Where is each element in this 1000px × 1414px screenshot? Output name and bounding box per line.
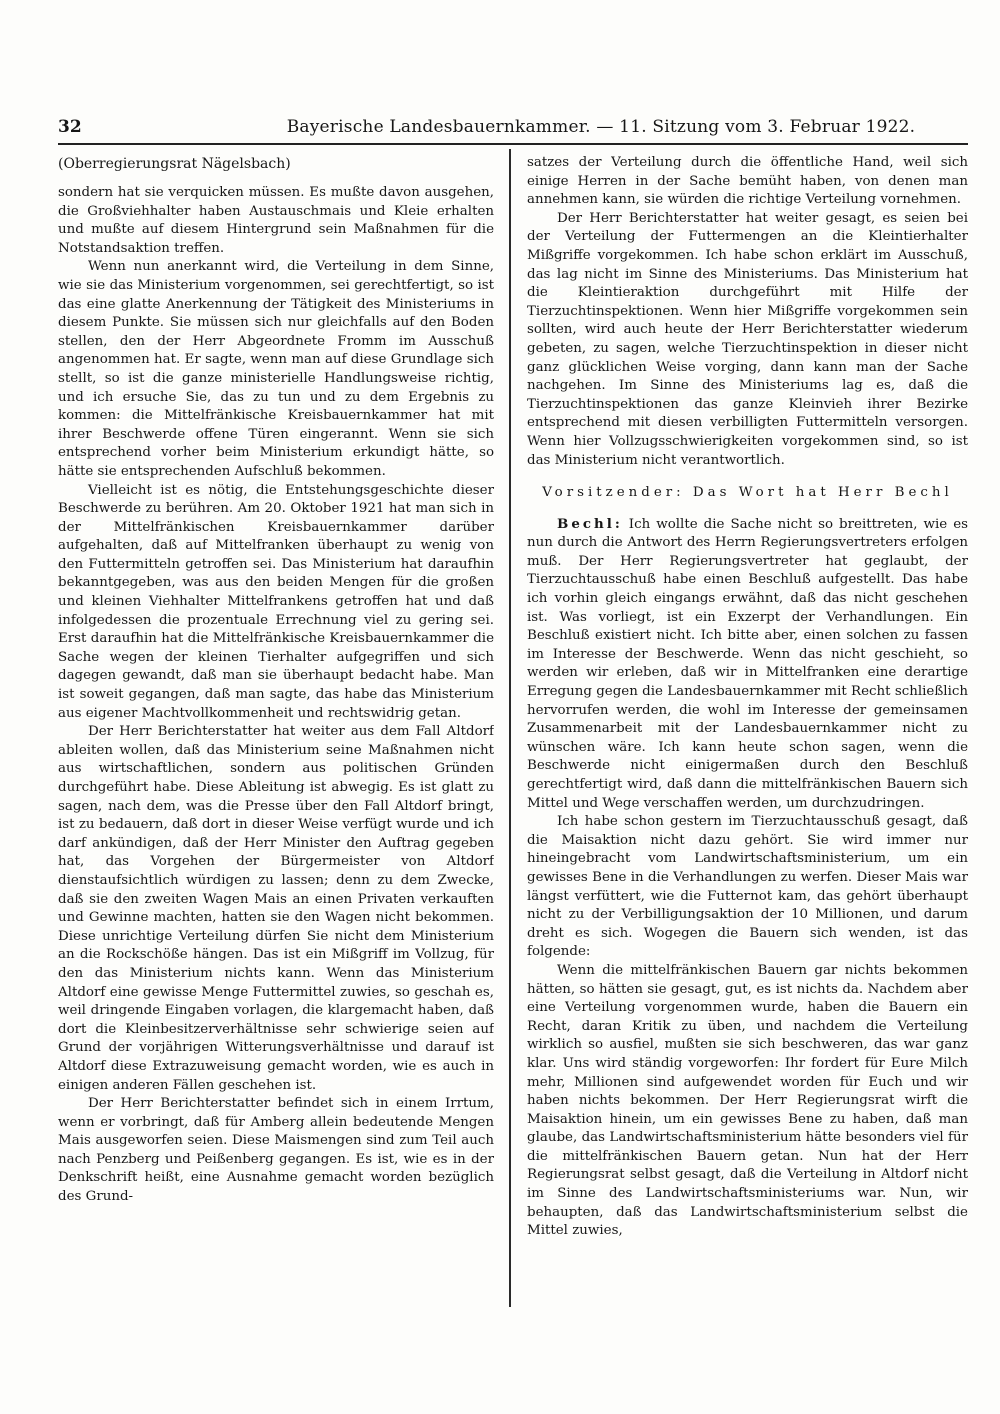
right-column xyxy=(527,154,968,1314)
right-paragraph-2: Der Herr Berichterstatter hat weiter gesagt, es seien bei der Verteilung der Futtermengen an die Kleintierhalter Mißgriffe vorgekommen. Ich habe schon erklärt im Ausschuß, das lag nicht im Sinne des Ministeriums. Das Ministerium hat die Kleintieraktion durchgeführt mit Hilfe der Tierzuchtinspektionen. Wenn hier Mißgriffe vorgekommen sein sollten, wird auch heute der Herr Berichterstatter wiederum gebeten, zu sagen, welche Tierzuchtinspektion in dieser nicht ganz glücklichen Weise vorging, dann kann man der Sache nachgehen. Im Sinne des Ministeriums lag es, daß die Tierzuchtinspektionen das ganze Kleinvieh ihrer Bezirke entsprechend mit diesen verbilligten Futtermitteln versorgen. Wenn hier Vollzugsschwierigkeiten vorgekommen sind, so ist das Ministerium nicht verantwortlich. xyxy=(527,210,968,468)
speaker-caption: (Oberregierungsrat Nägelsbach) xyxy=(58,156,291,172)
page-header xyxy=(58,113,968,141)
left-paragraph-2: Wenn nun anerkannt wird, die Verteilung in dem Sinne, wie sie das Ministerium vorgenommen, sei gerechtfertigt, so ist das eine glatte Anerkennung der Tätigkeit des Ministeriums in diesem Punkte. Sie müssen sich nur gleichfalls auf den Boden stellen, den der Herr Abgeordnete Fromm im Ausschuß angenommen hat. Er sagte, wenn man auf diese Grundlage sich stellt, so ist die ganze ministerielle Handlungsweise richtig, und ich ersuche Sie, das zu tun und zu dem Ergebnis zu kommen: die Mittelfränkische Kreisbauernkammer hat mit ihrer Beschwerde offene Türen eingerannt. Wenn sie sich entsprechend vorher beim Ministerium erkundigt hätte, so hätte sie entsprechenden Aufschluß bekommen. xyxy=(58,259,494,479)
header-rule xyxy=(58,143,968,145)
column-divider xyxy=(509,149,511,1307)
left-column xyxy=(58,154,494,1314)
right-paragraph-3-text: Ich wollte die Sache nicht so breittreten, wie es nun durch die Antwort des Herrn Regierungsvertreters erfolgen muß. Der Herr Regierungsvertreter hat geglaubt, der Tierzuchtausschuß habe einen Beschluß aufgestellt. Das habe ich vorhin gleich eingangs erwähnt, daß das nicht geschehen ist. Was vorliegt, ist ein Exzerpt der Verhandlungen. Ein Beschluß existiert nicht. Ich bitte aber, einen solchen zu fassen im Interesse der Beschwerde. Wenn das nicht geschieht, so werden wir erleben, daß wir in Mittelfranken eine derartige Erregung gegen die Landesbauernkammer mit Recht schließlich hervorrufen werden, die wohl im Interesse der gemeinsamen Zusammenarbeit mit der Landesbauernkammer nicht zu wünschen wäre. Ich kann heute schon sagen, wenn die Beschwerde nicht einigermaßen durch den Beschluß gerechtfertigt wird, daß dann die mittelfränkischen Bauern sich Mittel und Wege verschaffen werden, um durchzudringen. xyxy=(527,516,968,811)
running-head: Bayerische Landesbauernkammer. — 11. Sitzung vom 3. Februar 1922. xyxy=(286,117,916,137)
left-paragraph-1: sondern hat sie verquicken müssen. Es mußte davon ausgehen, die Großviehhalter haben Austauschmais und Kleie erhalten und mußte auf diesem Hintergrund sein Maßnahmen für die Notstandsaktion treffen. xyxy=(58,185,494,256)
speaker-name: Bechl: xyxy=(557,515,623,532)
chair-line: Vorsitzender: Das Wort hat Herr Bechl xyxy=(542,485,953,501)
left-paragraph-3: Vielleicht ist es nötig, die Entstehungsgeschichte dieser Beschwerde zu berühren. Am 20. Oktober 1921 hat man sich in der Mittelfränkischen Kreisbauernkammer darüber aufgehalten, daß auf Mittelfranken überhaupt zu wenig von den Futtermitteln getroffen sei. Das Ministerium hat daraufhin bekanntgegeben, was aus den beiden Mengen für die großen und kleinen Viehhalter Mittelfrankens getroffen hat und daß infolgedessen die prozentuale Errechnung viel zu gering sei. Erst daraufhin hat die Mittelfränkische Kreisbauernkammer die Sache wegen der kleinen Tierhalter aufgegriffen und sich dagegen gewandt, daß man sie überhaupt bedacht habe. Man ist soweit gegangen, daß man sagte, das habe das Ministerium aus eigener Machtvollkommenheit und rechtswidrig getan. xyxy=(58,482,494,721)
left-paragraph-4: Der Herr Berichterstatter hat weiter aus dem Fall Altdorf ableiten wollen, daß das Ministerium seine Maßnahmen nicht aus wirtschaftlichen, sondern aus politischen Gründen durchgeführt habe. Diese Ableitung ist abwegig. Es ist glatt zu sagen, nach dem, was die Presse über den Fall Altdorf bringt, ist zu bedauern, daß dort in dieser Weise verfügt wurde und ich darf ankündigen, daß der Herr Minister den Auftrag gegeben hat, das Vorgehen der Bürgermeister von Altdorf dienstaufsichtlich würdigen zu lassen; denn zu dem Zwecke, daß sie den zweiten Wagen Mais an einen Privaten verkauften und Gewinne machten, hatten sie den Wagen nicht bekommen. Diese unrichtige Verteilung dürfen Sie nicht dem Ministerium an die Rockschöße hängen. Das ist ein Mißgriff im Vollzug, für den das Ministerium nichts kann. Wenn das Ministerium Altdorf eine gewisse Menge Futtermittel zuwies, so geschah es, weil dringende Eingaben vorlagen, die klargemacht haben, daß dort die Kleinbesitzerverhältnisse sehr schwierige seien auf Grund der vorjährigen Witterungsverhältnisse und darauf ist Altdorf diese Extrazuweisung gemacht worden, wie es auch in einigen anderen Fällen geschehen ist. xyxy=(58,724,494,1093)
right-paragraph-3 xyxy=(527,515,968,814)
right-paragraph-4: Ich habe schon gestern im Tierzuchtausschuß gesagt, daß die Maisaktion nicht dazu gehört. Sie wird immer nur hineingebracht vom Landwirtschaftsministerium, um ein gewisses Bene in die Verhandlungen zu werfen. Dieser Mais war längst verfüttert, wie die Futternot kam, das gehört überhaupt nicht zu der Verbilligungsaktion der 10 Millionen, und darum dreht es sich. Wogegen die Bauern sich wenden, ist das folgende: xyxy=(527,814,968,960)
page-number: 32 xyxy=(58,117,82,137)
left-paragraph-5: Der Herr Berichterstatter befindet sich in einem Irrtum, wenn er vorbringt, daß für Amberg allein bedeutende Mengen Mais ausgeworfen seien. Diese Maismengen sind zum Teil auch nach Penzberg und Peißenberg gegangen. Es ist, wie es in der Denkschrift heißt, eine Ausnahme gemacht worden bezüglich des Grund- xyxy=(58,1096,494,1205)
right-paragraph-5: Wenn die mittelfränkischen Bauern gar nichts bekommen hätten, so hätten sie gesagt, gut, es ist nichts da. Nachdem aber eine Verteilung vorgenommen wurde, haben die Bauern ein Recht, daran Kritik zu üben, und nachdem die Verteilung wirklich so ausfiel, mußten sie sich beschweren, das war ganz klar. Uns wird ständig vorgeworfen: Ihr fordert für Eure Milch mehr, Millionen sind aufgewendet worden für Euch und wir haben nichts bekommen. Der Herr Regierungsrat wirft die Maisaktion hinein, um ein gewisses Bene zu haben, daß man glaube, das Landwirtschaftsministerium hätte besonders viel für die mittelfränkischen Bauern getan. Nun hat der Herr Regierungsrat selbst gesagt, daß die Verteilung in Altdorf nicht im Sinne des Landwirtschaftsministeriums war. Nun, wir behaupten, daß das Landwirtschaftsministerium selbst die Mittel zuwies, xyxy=(527,962,968,1239)
right-paragraph-1: satzes der Verteilung durch die öffentliche Hand, weil sich einige Herren in der Sache bemüht haben, von denen man annehmen kann, sie würden die richtige Verteilung vornehmen. xyxy=(527,155,968,208)
